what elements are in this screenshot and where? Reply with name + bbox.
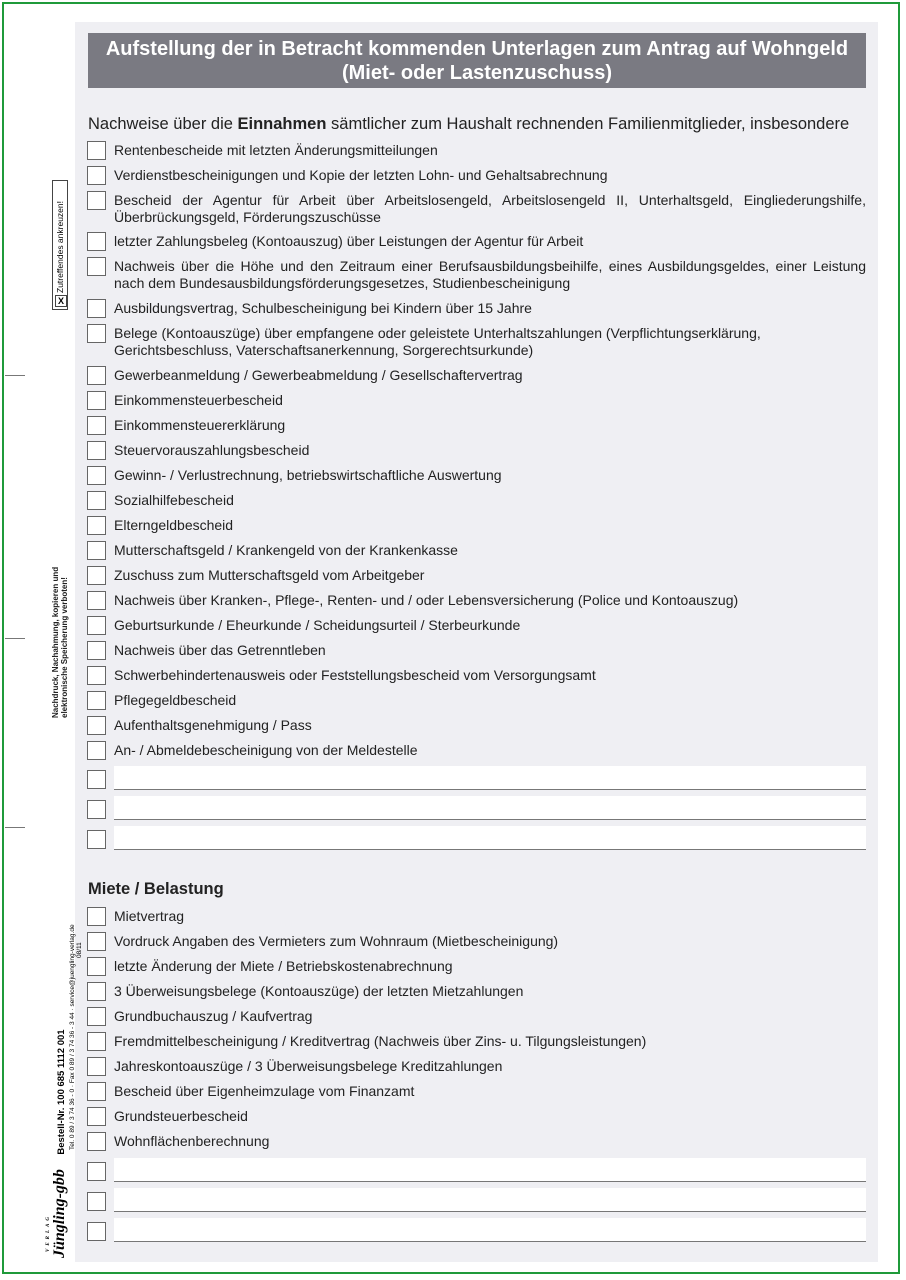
intro-prefix: Nachweise über die <box>88 115 238 133</box>
checkbox[interactable] <box>87 566 106 585</box>
blank-entry-field[interactable] <box>114 1158 866 1182</box>
checkbox[interactable] <box>87 641 106 660</box>
checkbox[interactable] <box>87 1222 106 1241</box>
copyright-notice <box>51 567 69 718</box>
form-title-line-2: (Miet- oder Lastenzuschuss) <box>341 62 613 84</box>
item-label: Verdienstbescheinigungen und Kopie der letzten Lohn- und Gehaltsabrechnung <box>114 167 608 183</box>
item-label: Steuervorauszahlungsbescheid <box>114 442 310 458</box>
checkbox[interactable] <box>87 391 106 410</box>
checkbox[interactable] <box>87 232 106 251</box>
checkbox[interactable] <box>87 1132 106 1151</box>
item-label: Bescheid der Agentur für Arbeit über Arbeitslosengeld, Arbeitslosengeld II, Unterhaltsgeld, Eingliederungshilfe, Überbrückungsgeld, Förderungszuschüsse <box>114 192 866 225</box>
item-label: Aufenthaltsgenehmigung / Pass <box>114 717 312 733</box>
item-label: Rentenbescheide mit letzten Änderungsmitteilungen <box>114 142 438 158</box>
intro-bold: Einnahmen <box>237 115 327 133</box>
item-label: Grundbuchauszug / Kaufvertrag <box>114 1008 313 1024</box>
checkbox[interactable] <box>87 616 106 635</box>
publisher-imprint <box>46 924 83 1258</box>
item-label: 3 Überweisungsbelege (Kontoauszüge) der letzten Mietzahlungen <box>114 983 524 999</box>
checkbox[interactable] <box>87 1162 106 1181</box>
blank-entry-field[interactable] <box>114 766 866 790</box>
checkbox[interactable] <box>87 541 106 560</box>
checkbox[interactable] <box>87 141 106 160</box>
item-label: Bescheid über Eigenheimzulage vom Finanzamt <box>114 1083 415 1099</box>
checkbox[interactable] <box>87 491 106 510</box>
item-label: An- / Abmeldebescheinigung von der Meldestelle <box>114 742 418 758</box>
checkbox[interactable] <box>87 466 106 485</box>
item-label: Nachweis über die Höhe und den Zeitraum einer Berufsausbildungsbeihilfe, eines Ausbildungsgeldes, einer Leistung nach dem Bundesausbildungsförderungsgesetzes, Studienbescheinigung <box>114 258 866 291</box>
item-label: Jahreskontoauszüge / 3 Überweisungsbelege Kreditzahlungen <box>114 1058 503 1074</box>
checkbox[interactable] <box>87 830 106 849</box>
item-label: Belege (Kontoauszüge) über empfangene oder geleistete Unterhaltszahlungen (Verpflichtungserklärung, Gerichtsbeschluss, Vaterschaftsanerkennung, Sorgerechtsurkunde) <box>114 325 761 358</box>
checkbox[interactable] <box>87 666 106 685</box>
tick-hint-box <box>52 180 68 310</box>
item-label: Fremdmittelbescheinigung / Kreditvertrag (Nachweis über Zins- u. Tilgungsleistungen) <box>114 1033 647 1049</box>
item-label: Ausbildungsvertrag, Schulbescheinigung bei Kindern über 15 Jahre <box>114 300 532 316</box>
item-label: Elterngeldbescheid <box>114 517 234 533</box>
checkbox[interactable] <box>87 516 106 535</box>
item-label: Nachweis über das Getrenntleben <box>114 642 326 658</box>
checkbox[interactable] <box>87 257 106 276</box>
checkbox[interactable] <box>87 366 106 385</box>
form-title-line-1: Aufstellung der in Betracht kommenden Unterlagen zum Antrag auf Wohngeld <box>105 38 849 60</box>
blank-entry-field[interactable] <box>114 1218 866 1242</box>
checkbox[interactable] <box>87 1057 106 1076</box>
fold-mark <box>5 375 25 376</box>
order-number: Bestell-Nr. 100 685 1112 001 <box>56 1029 67 1155</box>
checkbox[interactable] <box>87 932 106 951</box>
item-label: Nachweis über Kranken-, Pflege-, Renten- und / oder Lebensversicherung (Police und Kontoauszug) <box>114 592 739 608</box>
item-label: Geburtsurkunde / Eheurkunde / Scheidungsurteil / Sterbeurkunde <box>114 617 521 633</box>
checkbox[interactable] <box>87 716 106 735</box>
checkbox[interactable] <box>87 770 106 789</box>
blank-entry-field[interactable] <box>114 826 866 850</box>
checkbox[interactable] <box>87 741 106 760</box>
item-label: Mutterschaftsgeld / Krankengeld von der Krankenkasse <box>114 542 458 558</box>
item-label: letzte Änderung der Miete / Betriebskostenabrechnung <box>114 958 453 974</box>
item-label: Grundsteuerbescheid <box>114 1108 248 1124</box>
blank-entry-field[interactable] <box>114 796 866 820</box>
item-label: Gewinn- / Verlustrechnung, betriebswirtschaftliche Auswertung <box>114 467 502 483</box>
checkbox[interactable] <box>87 691 106 710</box>
item-label: Wohnflächenberechnung <box>114 1133 270 1149</box>
checkbox[interactable] <box>87 907 106 926</box>
item-label: Sozialhilfebescheid <box>114 492 234 508</box>
item-label: Zuschuss zum Mutterschaftsgeld vom Arbeitgeber <box>114 567 425 583</box>
publisher-logo-tag: VERLAG <box>46 1213 51 1252</box>
fold-mark <box>5 638 25 639</box>
checkbox[interactable] <box>87 591 106 610</box>
item-label: Einkommensteuererklärung <box>114 417 286 433</box>
checkbox[interactable] <box>87 1192 106 1211</box>
fold-mark <box>5 827 25 828</box>
checkbox[interactable] <box>87 982 106 1001</box>
copyright-line-1: Nachdruck, Nachahmung, kopieren und <box>51 566 60 718</box>
item-label: Pflegegeldbescheid <box>114 692 237 708</box>
tick-hint-text: Zutreffendes ankreuzen! <box>55 201 65 293</box>
copyright-line-2: elektronische Speicherung verboten! <box>60 577 69 718</box>
checkbox[interactable] <box>87 1032 106 1051</box>
form-title <box>88 33 866 88</box>
checkbox[interactable] <box>87 166 106 185</box>
checkbox[interactable] <box>87 957 106 976</box>
intro-suffix: sämtlicher zum Haushalt rechnenden Familienmitglieder, insbesondere <box>326 115 850 133</box>
checkbox[interactable] <box>87 441 106 460</box>
item-label: Schwerbehindertenausweis oder Feststellungsbescheid vom Versorgungsamt <box>114 667 596 683</box>
checkbox[interactable] <box>87 1107 106 1126</box>
form-code: 08/11 <box>76 942 83 958</box>
item-label: letzter Zahlungsbeleg (Kontoauszug) über Leistungen der Agentur für Arbeit <box>114 233 584 249</box>
checkbox[interactable] <box>87 800 106 819</box>
checkbox[interactable] <box>87 1082 106 1101</box>
publisher-logo-text: Jüngling-gbb <box>51 1169 68 1258</box>
blank-entry-field[interactable] <box>114 1188 866 1212</box>
checkbox[interactable] <box>87 416 106 435</box>
checkbox[interactable] <box>87 191 106 210</box>
item-label: Einkommensteuerbescheid <box>114 392 283 408</box>
check-mark-icon: X <box>55 295 67 307</box>
item-label: Mietvertrag <box>114 908 185 924</box>
item-label: Vordruck Angaben des Vermieters zum Wohnraum (Mietbescheinigung) <box>114 933 559 949</box>
checkbox[interactable] <box>87 299 106 318</box>
checkbox[interactable] <box>87 1007 106 1026</box>
publisher-logo <box>46 1169 69 1258</box>
rent-section-heading: Miete / Belastung <box>88 880 224 898</box>
checkbox[interactable] <box>87 324 106 343</box>
income-intro <box>88 115 878 134</box>
publisher-contact: Tel. 0 89 / 3 74 36 - 0 · Fax 0 89 / 3 74 36 - 3 44 · service@juengling-verlag.de <box>69 924 76 1150</box>
item-label: Gewerbeanmeldung / Gewerbeabmeldung / Gesellschaftervertrag <box>114 367 523 383</box>
